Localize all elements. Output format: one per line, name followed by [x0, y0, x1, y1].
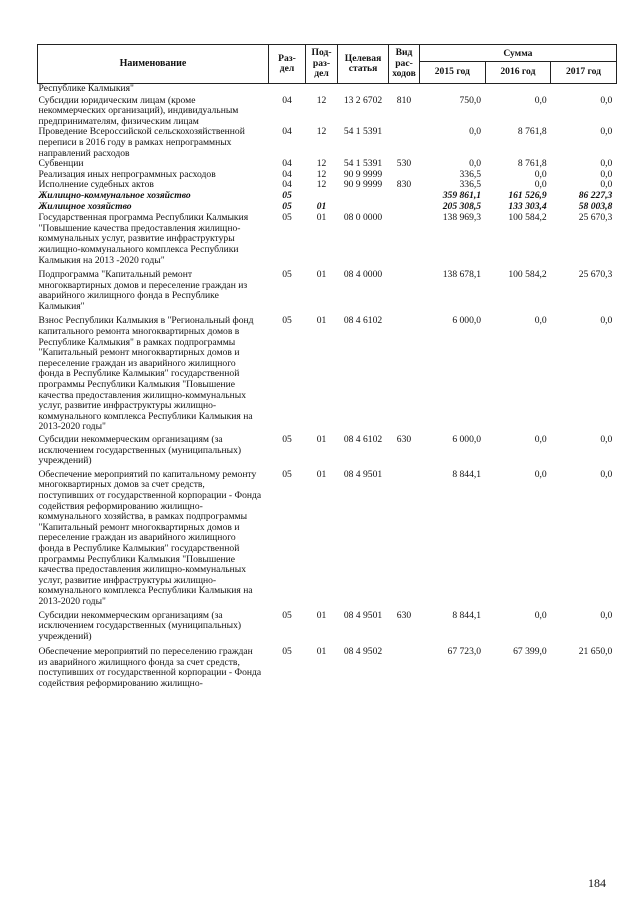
cell-vid	[389, 467, 420, 608]
table-row	[38, 84, 617, 95]
header-podrazdel-text: Под- раз- дел	[311, 47, 332, 80]
cell-vid	[389, 84, 420, 95]
cell-y2017: 0,0	[600, 168, 613, 180]
cell-razdel: 05	[282, 189, 292, 201]
cell-celevaya: 08 4 9501	[343, 609, 383, 621]
cell-vid	[389, 127, 420, 159]
cell-y2017: 21 650,0	[578, 646, 613, 658]
cell-y2015: 6 000,0	[452, 315, 482, 327]
header-podrazdel	[306, 45, 338, 84]
table-row	[38, 266, 617, 312]
cell-y2017: 0,0	[600, 158, 613, 170]
cell-y2017: 0,0	[600, 315, 613, 327]
cell-name: Субсидии некоммерческим организациям (за исключением государственных (муниципальных) учреждений)	[38, 434, 242, 467]
table-row	[38, 212, 617, 266]
header-2015: 2015 год	[420, 62, 486, 84]
cell-y2017: 58 003,8	[578, 200, 613, 212]
cell-celevaya: 90 9 9999	[343, 179, 383, 191]
header-celevaya-text: Целевая статья	[344, 52, 382, 74]
cell-celevaya	[338, 202, 389, 213]
cell-vid: 830	[396, 179, 412, 191]
cell-name: Жилищно-коммунальное хозяйство	[38, 189, 191, 201]
table-row	[38, 433, 617, 467]
cell-name: Взнос Республики Калмыкия в "Региональный фонд капитального ремонта многоквартирных домов в Республике Калмыкия" в рамках подпрограммы "Капитальный ремонт многоквартирных домов и переселение граждан из аварийного жилищного фонда в Республике Калмыкия" государственной программы Республики Калмыкия "Повышение качества предоставления жилищно-коммунальных услуг, развитие инфраструктуры жилищно-коммунального комплекса Республики Калмыкия на 2013-2020 годы"	[38, 315, 254, 433]
cell-name: Государственная программа Республики Калмыкия "Повышение качества предоставления жилищно-коммунальных услуг, развитие инфраструктуры жилищно-коммунального комплекса Республики Калмыкия на 2013 -2020 годы"	[38, 212, 249, 266]
cell-y2015: 359 861,1	[442, 189, 482, 201]
cell-y2016: 0,0	[534, 168, 547, 180]
header-vid-text: Вид рас- ходов	[392, 47, 416, 80]
cell-vid: 630	[396, 434, 412, 445]
cell-name: Субвенции	[38, 158, 84, 170]
table-row	[38, 202, 617, 213]
cell-razdel: 04	[282, 168, 292, 180]
table-row	[38, 191, 617, 202]
cell-razdel: 05	[282, 646, 292, 658]
cell-name: Проведение Всероссийской сельскохозяйственной переписи в 2016 году в рамках непрограммных направлений расходов	[38, 126, 245, 159]
cell-vid	[389, 312, 420, 433]
table-row	[38, 608, 617, 643]
table-row	[38, 467, 617, 608]
cell-y2015: 0,0	[469, 126, 482, 138]
cell-razdel: 04	[282, 126, 292, 138]
cell-celevaya	[338, 84, 389, 95]
cell-celevaya: 08 0 0000	[343, 212, 383, 224]
cell-vid	[389, 642, 420, 689]
header-razdel	[269, 45, 306, 84]
cell-name: Жилищное хозяйство	[38, 200, 132, 212]
cell-y2015: 205 308,5	[442, 200, 482, 212]
budget-table	[37, 44, 617, 690]
cell-y2017: 0,0	[600, 468, 613, 480]
cell-y2017: 0,0	[600, 434, 613, 445]
cell-y2017: 25 670,3	[578, 269, 613, 281]
cell-podrazdel: 12	[316, 158, 327, 170]
table-row	[38, 312, 617, 433]
cell-vid	[389, 202, 420, 213]
header-celevaya	[338, 45, 389, 84]
cell-y2015: 8 844,1	[452, 609, 482, 621]
cell-y2017: 25 670,3	[578, 212, 613, 224]
cell-y2016: 0,0	[534, 179, 547, 191]
header-2016: 2016 год	[485, 62, 551, 84]
cell-name: Реализация иных непрограммных расходов	[38, 168, 216, 180]
cell-podrazdel: 01	[316, 269, 327, 281]
cell-y2016: 67 399,0	[513, 646, 547, 658]
cell-y2015: 8 844,1	[452, 468, 482, 480]
cell-razdel: 05	[282, 609, 292, 621]
cell-vid: 810	[396, 94, 412, 106]
cell-razdel: 04	[282, 158, 292, 170]
cell-y2017: 0,0	[600, 94, 613, 106]
cell-podrazdel	[306, 191, 338, 202]
cell-y2016: 161 526,9	[508, 189, 547, 201]
cell-celevaya: 08 4 0000	[343, 269, 383, 281]
cell-name: Субсидии юридическим лицам (кроме некоммерческих организаций), индивидуальным предпринимателям, физическим лицам	[38, 94, 239, 127]
cell-y2016	[485, 84, 551, 95]
page-number: 184	[588, 876, 606, 890]
cell-y2016: 100 584,2	[508, 212, 547, 224]
cell-razdel: 05	[282, 315, 292, 327]
header-razdel-text: Раз- дел	[278, 52, 296, 74]
cell-podrazdel: 01	[316, 315, 327, 327]
cell-y2017: 0,0	[600, 179, 613, 191]
cell-y2016: 0,0	[534, 434, 547, 445]
cell-razdel: 04	[282, 179, 292, 191]
cell-y2015	[420, 84, 486, 95]
cell-y2016: 0,0	[534, 94, 547, 106]
cell-vid	[389, 266, 420, 312]
cell-y2017: 0,0	[600, 609, 613, 621]
cell-name: Обеспечение мероприятий по капитальному ремонту многоквартирных домов за счет средств, поступивших от государственной корпорации - Фонда содействия реформированию жилищно-коммунального хозяйства, в рамках подпрограммы "Капитальный ремонт многоквартирных домов и переселение граждан из аварийного жилищного фонда в Республике Калмыкия" государственной программы Республики Калмыкия "Повышение качества предоставления жилищно-коммунальных услуг, развитие инфраструктуры жилищно-коммунального комплекса Республики Калмыкия на 2013-2020 годы"	[38, 468, 262, 607]
cell-razdel	[269, 84, 306, 95]
cell-name: Обеспечение мероприятий по переселению граждан из аварийного жилищного фонда за счет средств, поступивших от государственной корпорации - Фонда содействия реформированию жилищно-	[38, 646, 262, 690]
cell-name: Исполнение судебных актов	[38, 179, 154, 191]
cell-celevaya: 13 2 6702	[343, 94, 383, 106]
cell-y2016: 100 584,2	[508, 269, 547, 281]
cell-podrazdel: 12	[316, 94, 327, 106]
cell-celevaya: 08 4 9501	[343, 468, 383, 480]
cell-podrazdel: 12	[316, 126, 327, 138]
cell-y2015: 336,5	[459, 179, 482, 191]
header-vid	[389, 45, 420, 84]
cell-name: Подпрограмма "Капитальный ремонт многоквартирных домов и переселение граждан из аварийного жилищного фонда в Республике Калмыкия"	[38, 269, 248, 312]
header-summa: Сумма	[420, 45, 617, 62]
cell-vid: 530	[396, 158, 412, 170]
cell-podrazdel: 01	[316, 212, 327, 224]
cell-razdel: 05	[282, 212, 292, 224]
cell-vid	[389, 212, 420, 266]
cell-name: Республике Калмыкия"	[38, 83, 134, 94]
cell-y2016: 0,0	[534, 468, 547, 480]
cell-celevaya	[338, 191, 389, 202]
header-2017: 2017 год	[551, 62, 617, 84]
cell-y2015: 138 969,3	[442, 212, 482, 224]
cell-razdel: 05	[282, 200, 292, 212]
cell-y2016: 0,0	[534, 315, 547, 327]
table-row	[38, 642, 617, 689]
cell-podrazdel: 01	[316, 609, 327, 621]
cell-vid	[389, 191, 420, 202]
cell-celevaya: 54 1 5391	[343, 126, 383, 138]
cell-y2016: 133 303,4	[508, 200, 547, 212]
cell-podrazdel: 01	[316, 200, 327, 212]
cell-y2017: 0,0	[600, 126, 613, 138]
cell-y2015: 750,0	[459, 94, 482, 106]
cell-celevaya: 54 1 5391	[343, 158, 383, 170]
cell-y2015: 6 000,0	[452, 434, 482, 445]
cell-razdel: 05	[282, 269, 292, 281]
cell-y2015: 0,0	[469, 158, 482, 170]
cell-razdel: 04	[282, 94, 292, 106]
cell-y2017: 86 227,3	[578, 189, 613, 201]
cell-y2015: 67 723,0	[447, 646, 482, 658]
cell-vid: 630	[396, 609, 412, 621]
cell-podrazdel: 01	[316, 434, 327, 445]
cell-celevaya: 08 4 6102	[343, 434, 383, 445]
cell-podrazdel: 01	[316, 646, 327, 658]
cell-podrazdel	[306, 84, 338, 95]
cell-razdel: 05	[282, 468, 292, 480]
cell-name: Субсидии некоммерческим организациям (за исключением государственных (муниципальных) учреждений)	[38, 609, 242, 642]
cell-podrazdel: 01	[316, 468, 327, 480]
cell-podrazdel: 12	[316, 168, 327, 180]
table-row	[38, 95, 617, 128]
cell-celevaya: 08 4 9502	[343, 646, 383, 658]
cell-y2017	[551, 84, 617, 95]
header-name: Наименование	[38, 45, 269, 84]
cell-celevaya: 90 9 9999	[343, 168, 383, 180]
table-header	[38, 45, 617, 84]
table-row	[38, 127, 617, 159]
cell-podrazdel: 12	[316, 179, 327, 191]
cell-celevaya: 08 4 6102	[343, 315, 383, 327]
cell-y2016: 0,0	[534, 609, 547, 621]
cell-y2015: 336,5	[459, 168, 482, 180]
table-body	[38, 84, 617, 690]
cell-y2015: 138 678,1	[442, 269, 482, 281]
cell-y2016: 8 761,8	[517, 126, 547, 138]
cell-razdel: 05	[282, 434, 292, 445]
cell-y2016: 8 761,8	[517, 158, 547, 170]
